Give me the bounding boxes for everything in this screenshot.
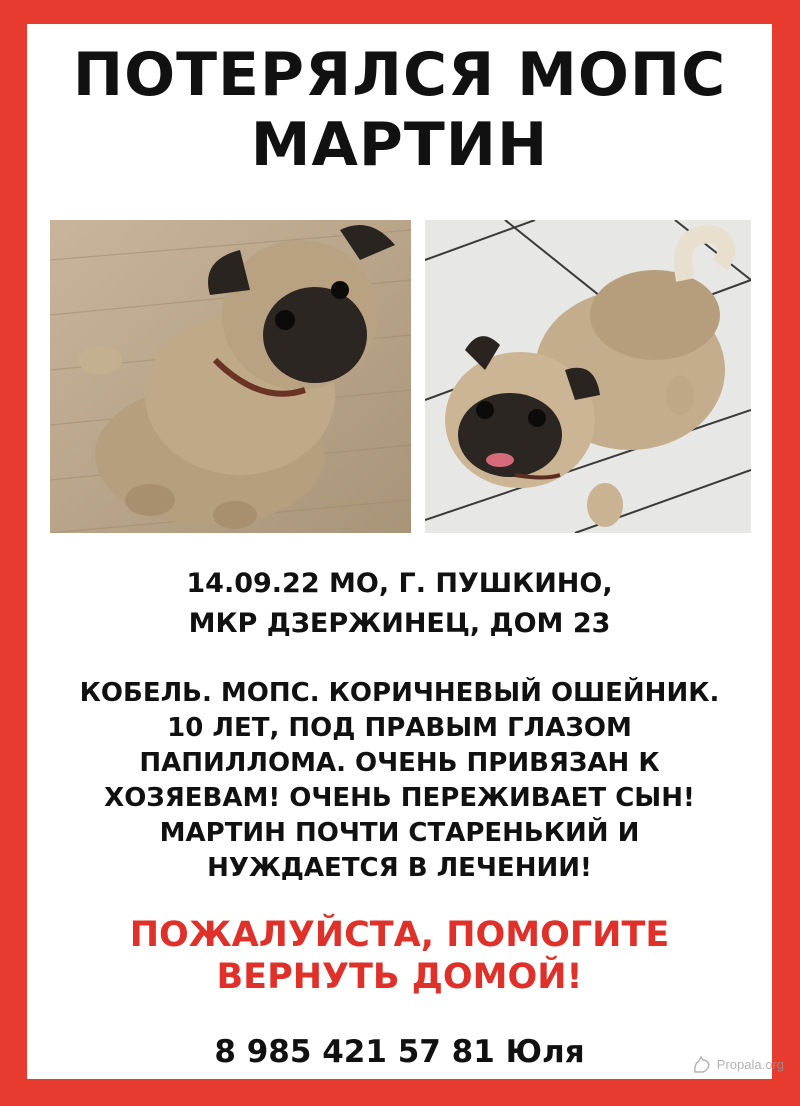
description-line: ХОЗЯЕВАМ! ОЧЕНЬ ПЕРЕЖИВАЕТ СЫН! bbox=[104, 783, 695, 813]
lost-pet-poster bbox=[27, 24, 772, 1079]
description-line: МАРТИН ПОЧТИ СТАРЕНЬКИЙ И bbox=[159, 818, 640, 848]
description-line: НУЖДАЕТСЯ В ЛЕЧЕНИИ! bbox=[207, 853, 592, 883]
pug-photo-right bbox=[425, 220, 751, 533]
appeal-line-2: ВЕРНУТЬ ДОМОЙ! bbox=[216, 957, 583, 997]
propala-watermark bbox=[691, 1054, 784, 1076]
pug-photo-left bbox=[50, 220, 411, 533]
location-line-1: 14.09.22 МО, Г. ПУШКИНО, bbox=[186, 568, 613, 599]
description-line: ПАПИЛЛОМА. ОЧЕНЬ ПРИВЯЗАН К bbox=[139, 748, 660, 778]
description-line: КОБЕЛЬ. МОПС. КОРИЧНЕВЫЙ ОШЕЙНИК. bbox=[79, 678, 720, 708]
title-line-1: ПОТЕРЯЛСЯ МОПС bbox=[72, 40, 727, 110]
location-line-2: МКР ДЗЕРЖИНЕЦ, ДОМ 23 bbox=[188, 608, 611, 639]
appeal-line-1: ПОЖАЛУЙСТА, ПОМОГИТЕ bbox=[129, 915, 670, 955]
title-line-2: МАРТИН bbox=[250, 110, 549, 180]
pet-description bbox=[27, 676, 772, 886]
appeal-text bbox=[27, 914, 772, 998]
loss-location bbox=[27, 564, 772, 644]
poster-title bbox=[27, 40, 772, 180]
contact-phone[interactable]: 8 985 421 57 81 Юля bbox=[214, 1034, 585, 1070]
watermark-text: Propala.org bbox=[716, 1057, 784, 1072]
dog-silhouette-icon bbox=[691, 1054, 713, 1076]
description-line: 10 ЛЕТ, ПОД ПРАВЫМ ГЛАЗОМ bbox=[167, 713, 632, 743]
